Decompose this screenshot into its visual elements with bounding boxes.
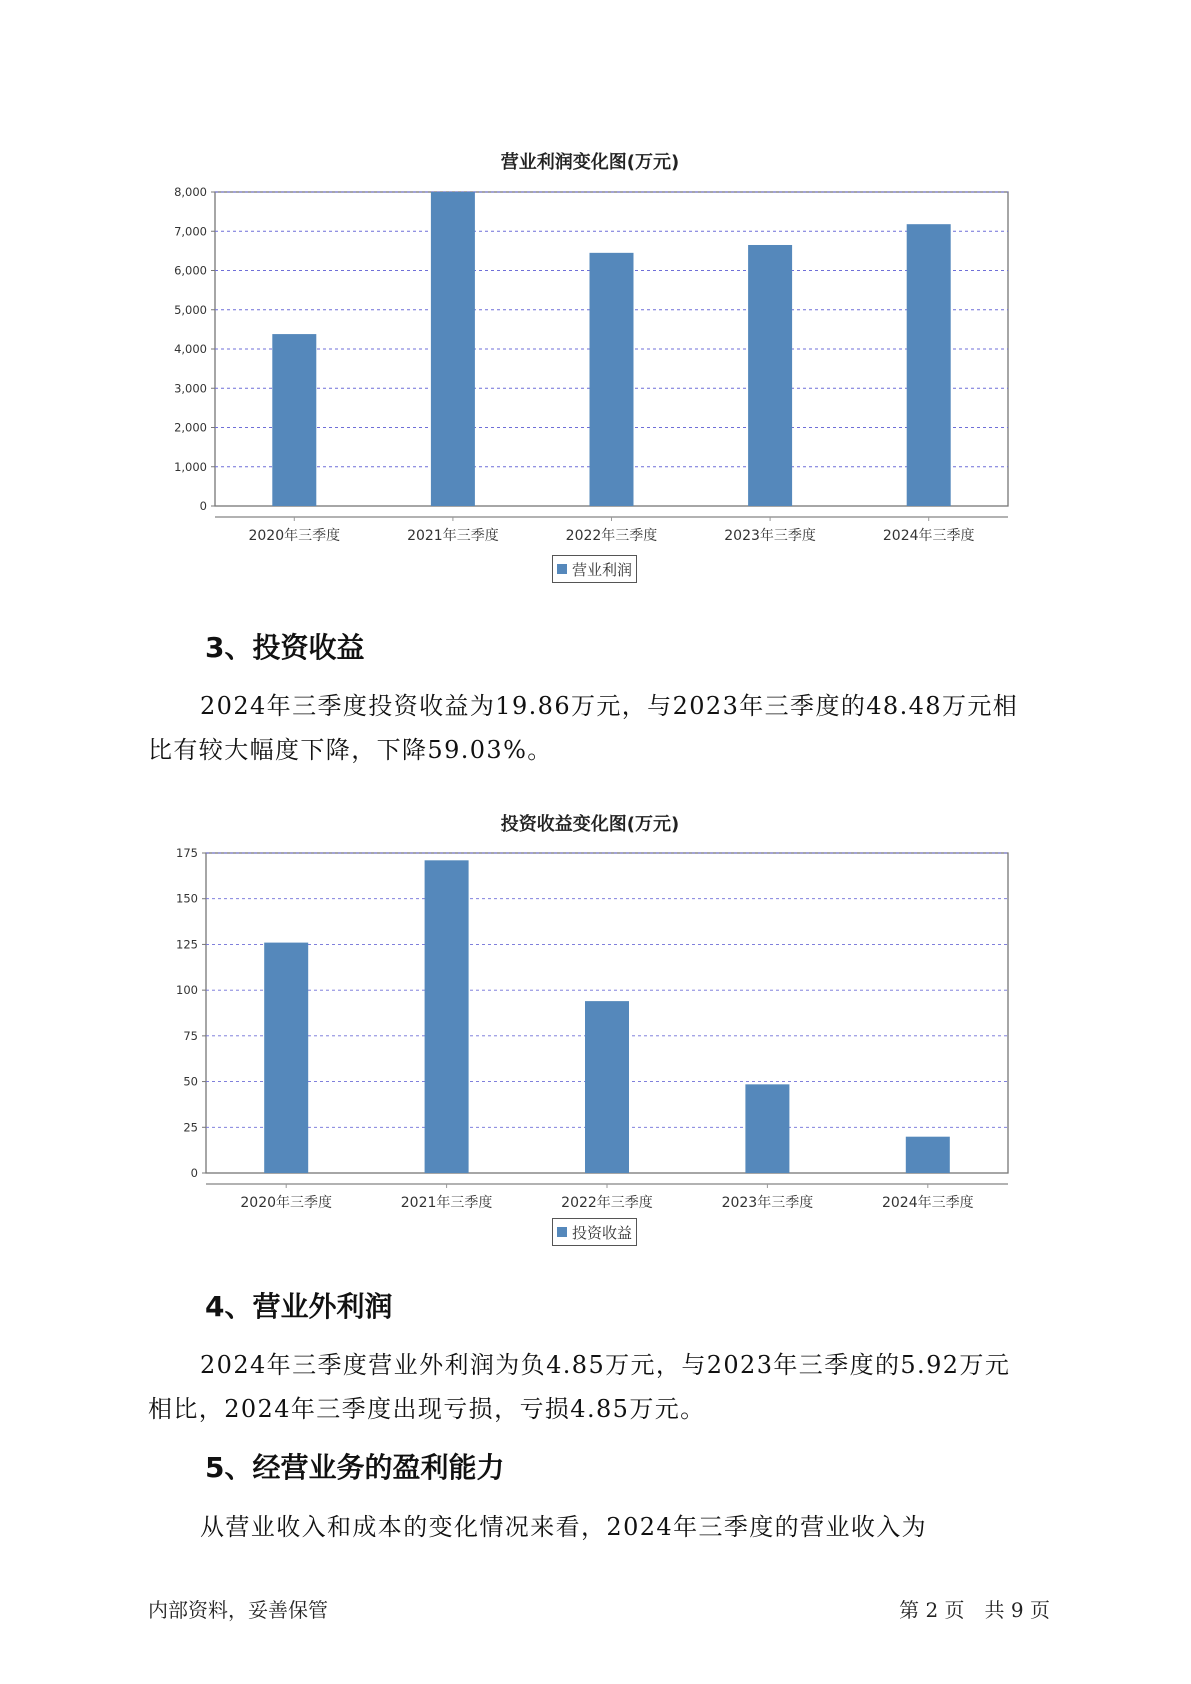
bar [907,224,951,506]
y-tick-label: 1,000 [174,459,207,474]
x-tick-label: 2020年三季度 [248,528,341,544]
y-tick-label: 175 [176,846,198,860]
paragraph-line: 从营业收入和成本的变化情况来看，2024年三季度的营业收入为 [200,1513,928,1541]
section-heading-profitability: 5、经营业务的盈利能力 [205,1451,505,1484]
paragraph-line: 2024年三季度投资收益为19.86万元，与2023年三季度的48.48万元相 [200,692,1019,720]
section-paragraph-investment [148,684,1048,772]
y-tick-label: 0 [190,1166,198,1180]
paragraph-line: 2024年三季度营业外利润为负4.85万元，与2023年三季度的5.92万元 [200,1351,1011,1379]
y-tick-label: 8,000 [174,185,207,199]
section-heading-non-operating: 4、营业外利润 [205,1290,393,1323]
x-tick-label: 2023年三季度 [721,1195,814,1211]
investment-income-chart [150,802,1030,1262]
x-tick-label: 2021年三季度 [400,1195,493,1211]
section-paragraph-profitability [148,1505,1048,1549]
x-tick-label: 2021年三季度 [407,528,499,544]
bar [906,1137,950,1173]
y-tick-label: 3,000 [174,381,207,396]
y-tick-label: 100 [176,983,198,998]
bar [431,192,475,506]
bar [745,1084,789,1173]
bar [272,334,316,506]
paragraph-line: 比有较大幅度下降，下降59.03%。 [148,736,553,764]
footer-page-number: 第 2 页 共 9 页 [899,1598,1050,1622]
chart-svg [150,802,1030,1242]
y-tick-label: 2,000 [174,420,207,435]
x-tick-label: 2023年三季度 [724,528,816,544]
paragraph-line: 相比，2024年三季度出现亏损，亏损4.85万元。 [148,1395,706,1423]
section-heading-investment: 3、投资收益 [205,631,365,664]
x-tick-label: 2024年三季度 [882,528,975,544]
y-tick-label: 75 [183,1028,198,1043]
bar [264,943,308,1173]
operating-profit-chart [150,140,1030,600]
y-tick-label: 4,000 [174,342,207,356]
y-tick-label: 50 [183,1074,198,1089]
legend-swatch [557,1227,567,1237]
y-tick-label: 150 [176,891,198,906]
footer-left: 内部资料，妥善保管 [148,1598,328,1622]
section-paragraph-non-operating [148,1343,1048,1431]
bar [748,245,792,506]
y-tick-label: 25 [183,1120,198,1135]
legend-swatch [557,564,567,574]
chart-title: 营业利润变化图(万元) [500,152,680,173]
chart-legend [552,1218,637,1246]
bar [585,1001,629,1173]
y-tick-label: 6,000 [174,263,207,278]
y-tick-label: 5,000 [174,302,207,317]
chart-svg [150,140,1030,580]
y-tick-label: 125 [176,937,198,952]
y-tick-label: 0 [199,499,207,513]
y-tick-label: 7,000 [174,224,207,239]
chart-title: 投资收益变化图(万元) [500,814,680,835]
legend-label: 营业利润 [572,560,633,579]
x-tick-label: 2022年三季度 [561,1195,653,1211]
x-tick-label: 2020年三季度 [240,1195,333,1211]
x-tick-label: 2022年三季度 [565,528,658,544]
x-tick-label: 2024年三季度 [881,1195,974,1211]
chart-legend [552,555,637,583]
bar [425,860,469,1173]
legend-label: 投资收益 [572,1223,633,1242]
bar [590,253,634,506]
